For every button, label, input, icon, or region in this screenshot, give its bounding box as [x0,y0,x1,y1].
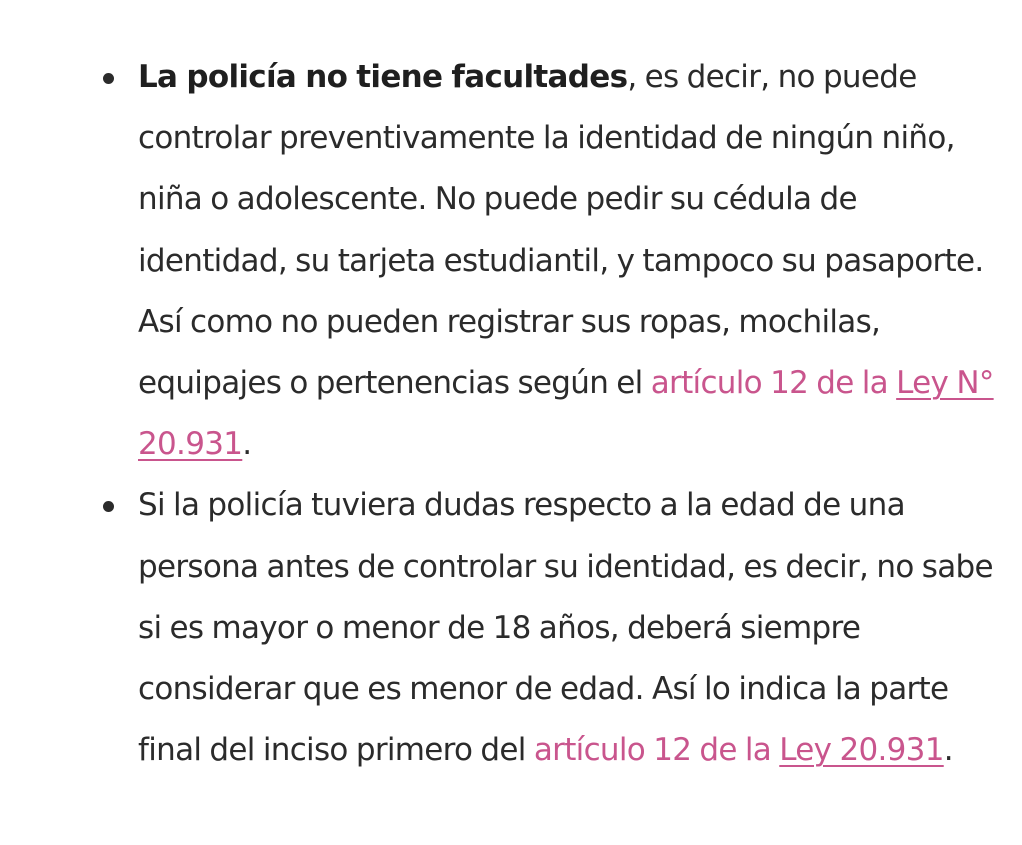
law-reference [534,732,944,768]
paragraph-text: , es decir, no puede controlar preventivamente la identidad de ningún niño, niña o adolescente. No puede pedir su cédula de identidad, su tarjeta estudiantil, y tampoco su pasaporte. Así como no pueden registrar sus ropas, mochilas, equipajes o pertenencias según el [138,59,984,402]
sentence-end: . [943,732,953,769]
article-content [0,47,1022,781]
law-link[interactable]: Ley N° 20.931 [138,365,994,463]
bullet-icon [103,501,114,512]
law-reference-prefix: artículo 12 de la [533,732,780,769]
bullet-list [0,47,998,781]
bullet-icon [103,73,114,84]
sentence-end: . [242,426,252,463]
law-link[interactable]: Ley 20.931 [779,732,944,769]
paragraph-text: Si la policía tuviera dudas respecto a la edad de una persona antes de controlar su identidad, es decir, no sabe si es mayor o menor de 18 años, deberá siempre considerar que es menor de edad. Así lo indica la parte final del inciso primero del [138,487,993,769]
list-item [138,47,998,475]
law-reference-prefix: artículo 12 de la [650,365,897,402]
bold-lead-text: La policía no tiene facultades [138,59,628,95]
list-item [138,475,998,781]
